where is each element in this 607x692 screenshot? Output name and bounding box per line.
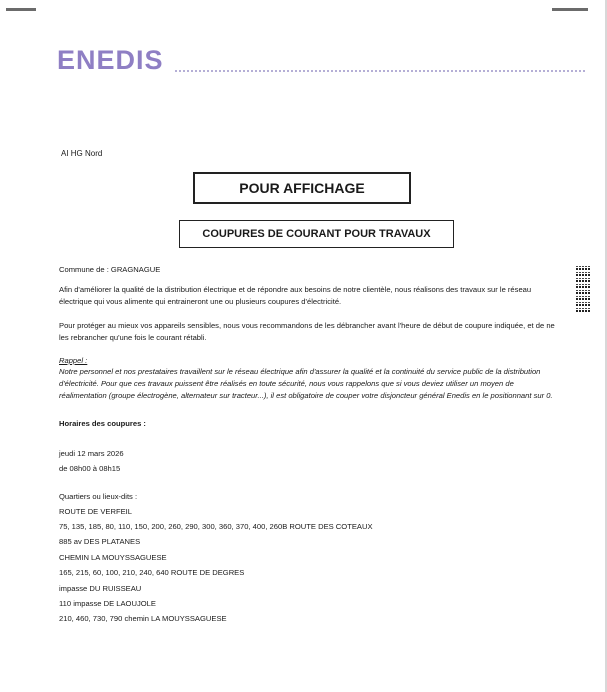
paragraph-advice: Pour protéger au mieux vos appareils sensibles, nous vous recommandons de les débrancher avant l'heure de début de coupure indiquée, et de ne les rebrancher qu'une fois le courant rétabli. [59,321,555,342]
paragraph-intro: Afin d'améliorer la qualité de la distribution électrique et de répondre aux besoins de notre clientèle, nous réalisons des travaux sur le réseau électrique qui vous alimente qui entraineront une ou plusieurs coupures d'électricité. [59,285,532,306]
scan-corner-mark-right [552,8,588,11]
location-item: 165, 215, 60, 100, 210, 240, 640 ROUTE DE DEGRES [59,568,245,577]
location-item: 75, 135, 185, 80, 110, 150, 200, 260, 290, 300, 360, 370, 400, 260B ROUTE DES COTEAUX [59,522,373,531]
reminder-text: Notre personnel et nos prestataires travaillent sur le réseau électrique afin d'assurer la qualité et la continuité du service public de la distribution d'électricité. Pour que ces travaux puissent être réalisés en toute sécurité, nous vous rappelons que si vous deviez utiliser un moyen de réalimentation (groupe électrogène, alternateur sur tracteur...), il est obligatoire de couper votre disjoncteur général Enedis en le positionnant sur 0. [59,367,553,400]
location-item: impasse DU RUISSEAU [59,584,142,593]
commune: Commune de : GRAGNAGUE [59,265,161,274]
location-item: 885 av DES PLATANES [59,537,141,546]
main-title-box [193,172,411,204]
location-item: CHEMIN LA MOUYSSAGUESE [59,553,167,562]
main-title: POUR AFFICHAGE [239,180,365,196]
enedis-logo: ENEDIS [57,45,164,75]
subtitle-box [179,220,454,248]
location-item: ROUTE DE VERFEIL [59,507,132,516]
schedule-date: jeudi 12 mars 2026 [59,449,124,458]
recipient: AI HG Nord [61,149,103,158]
locations-heading: Quartiers ou lieux-dits : [59,492,138,501]
datamatrix-code [576,264,590,312]
schedule-time: de 08h00 à 08h15 [59,464,121,473]
subtitle: COUPURES DE COURANT POUR TRAVAUX [202,228,431,240]
scan-corner-mark-left [6,8,36,11]
reminder-label: Rappel : [59,356,88,365]
location-item: 110 impasse DE LAOUJOLE [59,599,156,608]
logo-divider [175,70,585,72]
schedule-heading: Horaires des coupures : [59,419,146,428]
location-item: 210, 460, 730, 790 chemin LA MOUYSSAGUESE [59,614,227,623]
